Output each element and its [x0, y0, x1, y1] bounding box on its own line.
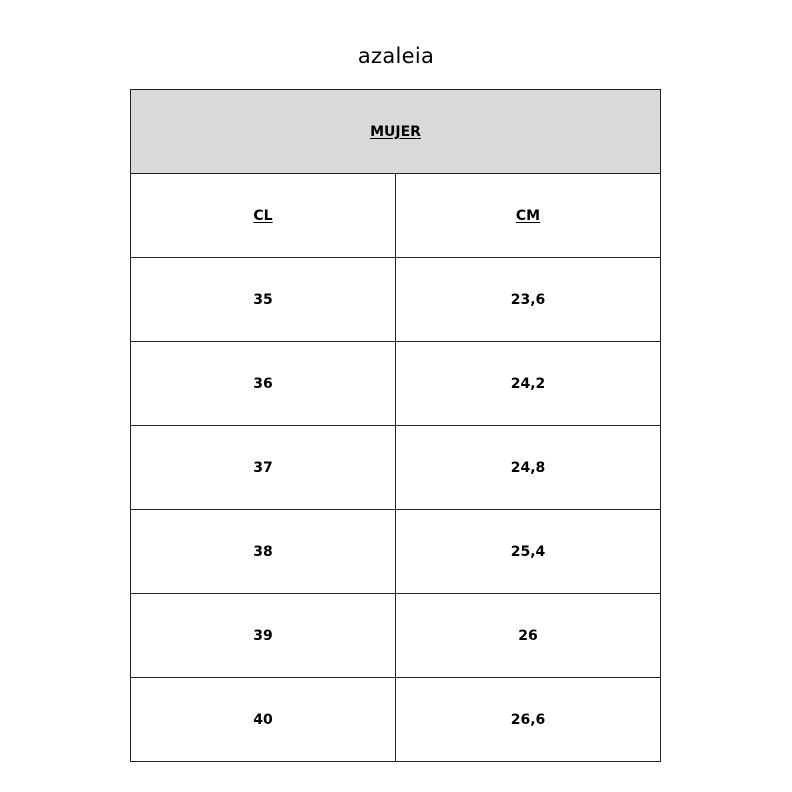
table-row	[131, 258, 661, 342]
size-cl-cell: 37	[131, 426, 396, 510]
column-header-label: CM	[515, 207, 541, 224]
group-header-label: MUJER	[370, 123, 421, 140]
size-cl-cell: 38	[131, 510, 396, 594]
brand-logo: azaleia	[357, 44, 435, 68]
size-cm-cell: 26	[396, 594, 661, 678]
size-cm-cell: 25,4	[396, 510, 661, 594]
size-cm-cell: 26,6	[396, 678, 661, 762]
size-cl-cell: 39	[131, 594, 396, 678]
size-cm-cell: 24,8	[396, 426, 661, 510]
column-header-cl	[131, 174, 396, 258]
size-cl-cell: 35	[131, 258, 396, 342]
group-header-row	[131, 90, 661, 174]
table-row	[131, 594, 661, 678]
size-cm-cell: 24,2	[396, 342, 661, 426]
table-row	[131, 510, 661, 594]
group-header-cell	[131, 90, 661, 174]
size-chart-table	[130, 89, 661, 762]
size-cl-cell: 40	[131, 678, 396, 762]
column-header-row	[131, 174, 661, 258]
size-cm-cell: 23,6	[396, 258, 661, 342]
column-header-label: CL	[253, 207, 273, 224]
table-row	[131, 342, 661, 426]
table-row	[131, 678, 661, 762]
size-cl-cell: 36	[131, 342, 396, 426]
table-row	[131, 426, 661, 510]
column-header-cm	[396, 174, 661, 258]
